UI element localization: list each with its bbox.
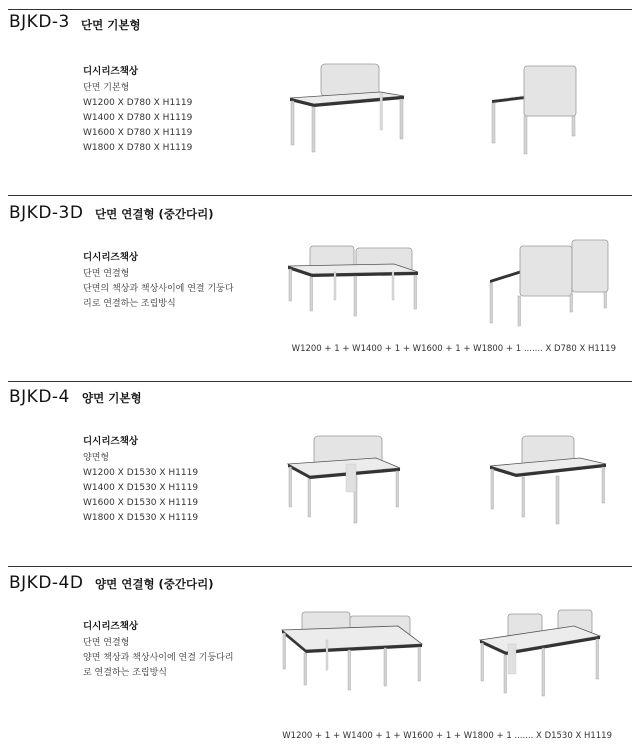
section-divider xyxy=(8,381,632,382)
spec-line: W1800 X D780 X H1119 xyxy=(83,143,193,153)
spec-line: W1800 X D1530 X H1119 xyxy=(83,513,199,523)
spec-line: W1200 X D780 X H1119 xyxy=(83,98,193,108)
series-name: 디시리즈책상 xyxy=(83,436,139,447)
section-divider xyxy=(8,195,632,196)
spec-line: 단면 기본형 xyxy=(83,83,130,93)
product-code: BJKD-4D xyxy=(9,573,84,593)
dimension-note: W1200 + 1 + W1400 + 1 + W1600 + 1 + W1800 + 1 ....... X D1530 X H1119 xyxy=(282,731,612,741)
spec-line: 리로 연결하는 조립방식 xyxy=(83,299,176,309)
product-subtitle: 양면 기본형 xyxy=(82,391,142,405)
spec-line: 단면 연결형 xyxy=(83,269,130,279)
spec-line: W1600 X D1530 X H1119 xyxy=(83,498,199,508)
series-name: 디시리즈책상 xyxy=(83,252,139,263)
spec-line: 양면 책상과 책상사이에 연결 기둥다리 xyxy=(83,653,234,663)
desk-image-front xyxy=(280,62,410,158)
section-divider xyxy=(8,9,632,10)
spec-line: W1200 X D1530 X H1119 xyxy=(83,468,199,478)
desk-image-front xyxy=(284,244,424,328)
product-subtitle: 단면 기본형 xyxy=(81,18,141,32)
section-divider xyxy=(8,566,632,567)
desk-image-rear xyxy=(488,434,610,526)
product-info xyxy=(83,250,234,312)
product-subtitle: 단면 연결형 (중간다리) xyxy=(95,207,214,221)
desk-image-front xyxy=(278,610,424,700)
spec-line: 양면형 xyxy=(83,453,110,463)
series-name: 디시리즈책상 xyxy=(83,621,139,632)
spec-line: 단면의 책상과 책상사이에 연결 기둥다 xyxy=(83,284,234,294)
spec-line: 단면 연결형 xyxy=(83,638,130,648)
desk-image-rear xyxy=(488,238,612,328)
product-info xyxy=(83,619,234,681)
dimension-note: W1200 + 1 + W1400 + 1 + W1600 + 1 + W1800 + 1 ....... X D780 X H1119 xyxy=(291,344,616,354)
series-name: 디시리즈책상 xyxy=(83,66,139,77)
spec-line: W1400 X D1530 X H1119 xyxy=(83,483,199,493)
product-info xyxy=(83,64,192,156)
product-code: BJKD-4 xyxy=(9,387,70,407)
desk-image-rear xyxy=(478,606,602,702)
product-subtitle: 양면 연결형 (중간다리) xyxy=(95,577,214,591)
desk-image-front xyxy=(284,434,404,526)
spec-line: 로 연결하는 조립방식 xyxy=(83,668,167,678)
product-code: BJKD-3D xyxy=(9,203,84,223)
desk-image-rear xyxy=(488,62,588,158)
spec-line: W1400 X D780 X H1119 xyxy=(83,113,193,123)
product-code: BJKD-3 xyxy=(9,12,70,32)
spec-line: W1600 X D780 X H1119 xyxy=(83,128,193,138)
product-info xyxy=(83,434,198,526)
